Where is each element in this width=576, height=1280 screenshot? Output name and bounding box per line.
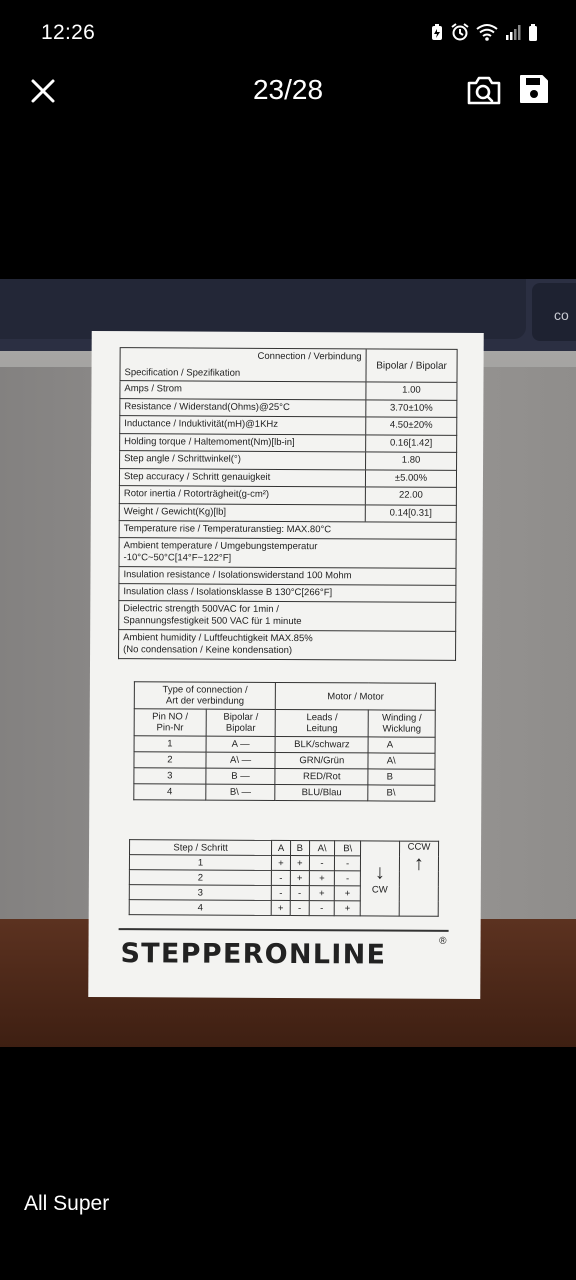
brand-logo — [118, 928, 448, 974]
status-bar — [0, 0, 576, 64]
step-row: 1 + + - - — [129, 855, 438, 872]
spec-row: Inductance / Induktivität(mH)@1KHz 4.50±20% — [119, 416, 457, 435]
pin-row: 3 B — RED/Rot B — [134, 768, 435, 786]
step-row: 3 - - + + — [129, 885, 438, 902]
spec-row: Step angle / Schrittwinkel(°) 1.80 — [119, 451, 457, 470]
spec-note: Insulation class / Isolationsklasse B 130°C[266°F] — [118, 584, 456, 603]
up-arrow-icon: ↑ — [413, 852, 425, 875]
photo — [0, 279, 576, 1047]
clock: 12:26 — [41, 21, 96, 44]
spec-row: Weight / Gewicht(Kg)[lb] 0.14[0.31] — [119, 504, 457, 523]
battery-icon — [528, 23, 538, 41]
step-sequence-table: Step / Schritt A B A\ B\ ↓ CW CCW ↑ 1 + + - - 2 - + + - 3 - - + + 4 + - - + — [129, 839, 439, 917]
spec-row: Step accuracy / Schritt genauigkeit ±5.00% — [119, 469, 457, 488]
pin-row: 1 A — BLK/schwarz A — [134, 736, 435, 754]
spec-row: Holding torque / Haltemoment(Nm)[lb-in] 0.16[1.42] — [119, 434, 457, 453]
pin-row: 2 A\ — GRN/Grün A\ — [134, 752, 435, 770]
type-header: Bipolar / Bipolar — [376, 359, 447, 372]
viewer-toolbar — [0, 64, 576, 120]
status-icons — [430, 22, 538, 42]
spec-note: Insulation resistance / Isolationswiderstand 100 Mohm — [118, 567, 456, 586]
step-row: 2 - + + - — [129, 870, 438, 887]
photo-key — [0, 279, 526, 339]
connection-table: Type of connection / Art der verbindung Motor / Motor Pin NO / Pin-Nr Bipolar / Bipolar Leads / Leitung Winding / Wicklung 1 A — BLK/schwarz A 2 A\ — GRN/Grün A\ 3 B — RED/Rot B 4 B\ — BLU/Blau B\ — [133, 681, 436, 802]
signal-icon — [505, 24, 521, 40]
wifi-icon — [476, 23, 498, 41]
spec-note: Ambient temperature / Umgebungstemperatur -10°C~50°C[14°F~122°F] — [119, 538, 457, 569]
pin-row: 4 B\ — BLU/Blau B\ — [134, 784, 435, 802]
spec-header — [119, 347, 457, 383]
spec-row: Amps / Strom 1.00 — [119, 381, 457, 400]
stepper-spec-card — [88, 331, 483, 999]
battery-saver-icon — [430, 23, 444, 41]
registered-mark: ® — [439, 935, 447, 947]
alarm-icon — [451, 23, 469, 41]
lens-search-icon[interactable] — [466, 74, 502, 106]
spec-row: Resistance / Widerstand(Ohms)@25°C 3.70±10% — [119, 399, 457, 418]
down-arrow-icon: ↓ — [374, 861, 385, 884]
step-row: 4 + - - + — [129, 900, 438, 917]
spec-note: Temperature rise / Temperaturanstieg: MAX.80°C — [119, 521, 457, 540]
connection-header: Connection / Verbindung — [257, 350, 362, 363]
save-icon[interactable] — [518, 73, 550, 105]
spec-header-label: Specification / Spezifikation — [124, 367, 241, 379]
spec-table — [118, 347, 458, 661]
image-counter: 23/28 — [252, 74, 324, 105]
spec-note: Ambient humidity / Luftfeuchtigkeit MAX.85% (No condensation / Keine kondensation) — [118, 630, 456, 661]
spec-note: Dielectric strength 500VAC for 1min / Spannungsfestigkeit 500 VAC für 1 minute — [118, 601, 456, 632]
image-caption: All Super — [24, 1192, 110, 1215]
spec-row: Rotor inertia / Rotorträgheit(g-cm²) 22.00 — [119, 486, 457, 505]
key-label: co — [554, 307, 569, 323]
brand-name: STEPPERONLINE — [120, 938, 387, 971]
